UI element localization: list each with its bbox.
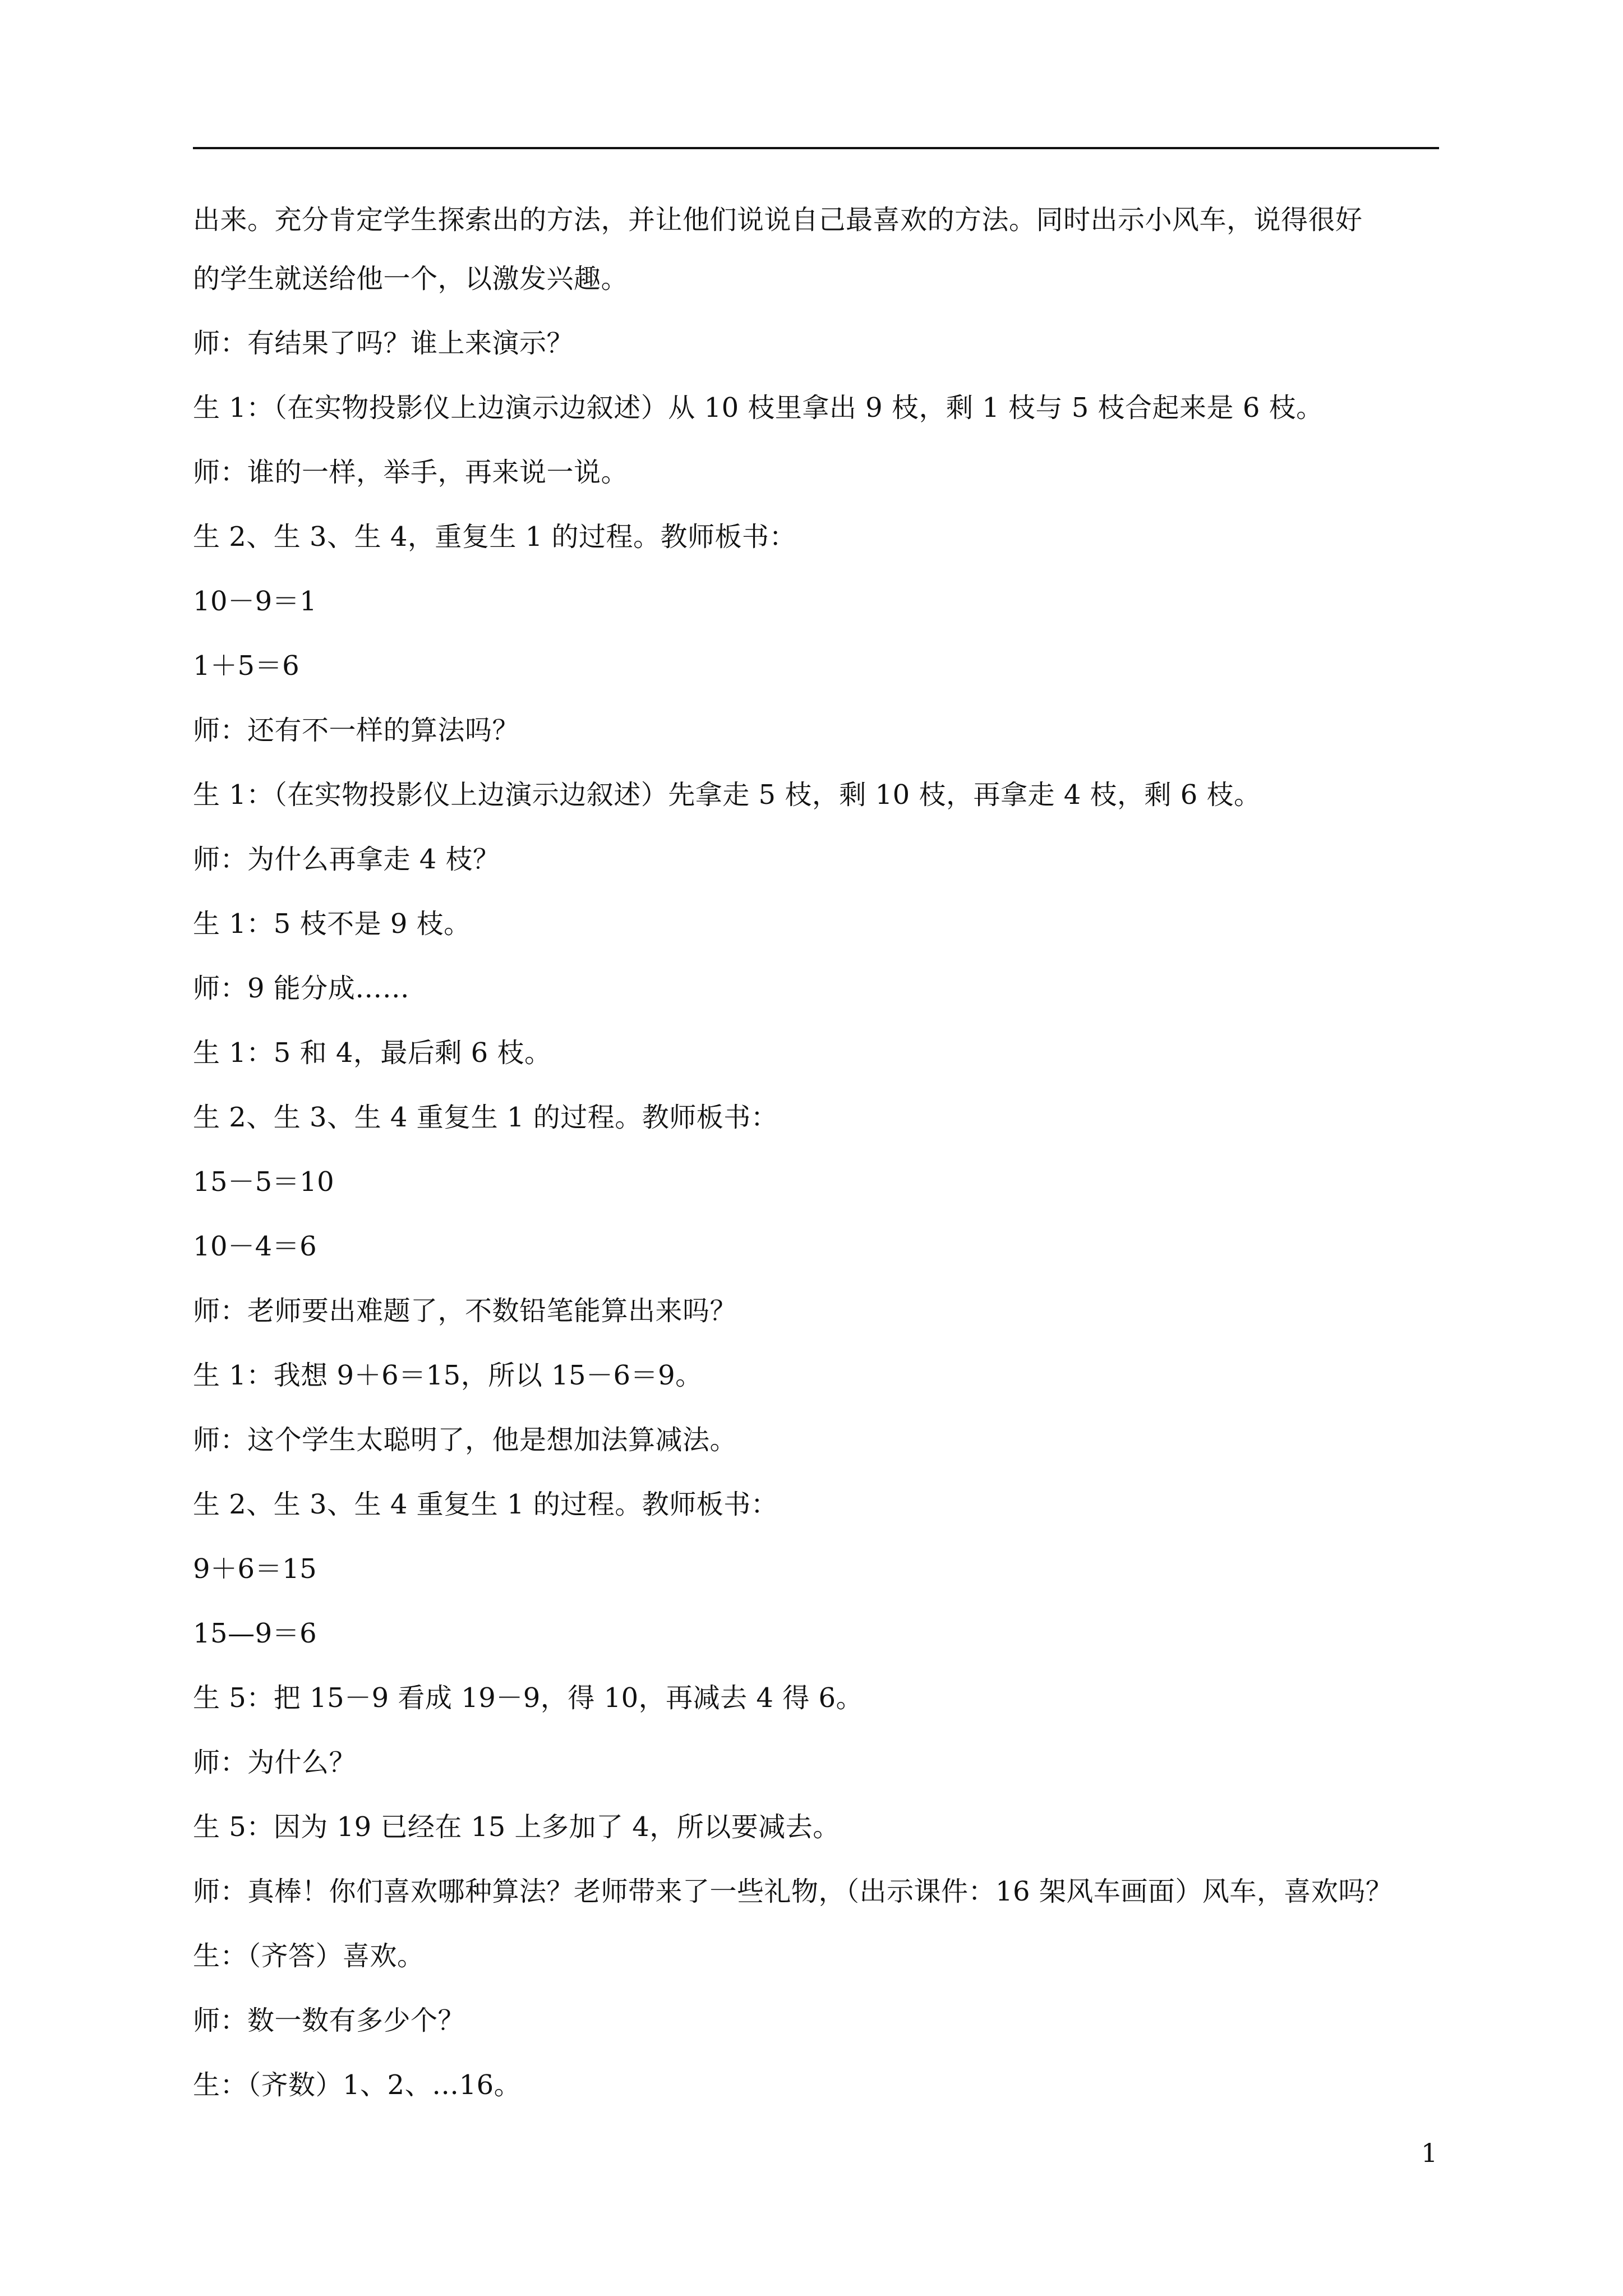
equation-line: 9＋6＝15 (193, 1553, 317, 1585)
dialogue-line: 师：9 能分成…… (193, 973, 410, 1004)
dialogue-line: 师：这个学生太聪明了，他是想加法算减法。 (193, 1424, 737, 1456)
dialogue-line: 生：（齐数）1、2、…16。 (193, 2069, 522, 2101)
paragraph-line: 的学生就送给他一个，以激发兴趣。 (193, 263, 629, 295)
equation-line: 15—9＝6 (193, 1618, 317, 1649)
dialogue-line: 师：真棒！你们喜欢哪种算法？老师带来了一些礼物，（出示课件：16 架风车画面）风车，喜欢吗？ (193, 1876, 1393, 1907)
header-rule (193, 147, 1439, 149)
dialogue-line: 生 5：把 15－9 看成 19－9，得 10，再减去 4 得 6。 (193, 1682, 863, 1714)
dialogue-line: 生 1：5 枝不是 9 枝。 (193, 908, 471, 940)
paragraph-line: 出来。充分肯定学生探索出的方法，并让他们说说自己最喜欢的方法。同时出示小风车，说得很好 (193, 204, 1363, 236)
dialogue-line: 生：（齐答）喜欢。 (193, 1940, 425, 1972)
dialogue-line: 师：为什么？ (193, 1747, 357, 1778)
equation-line: 10－4＝6 (193, 1231, 317, 1262)
dialogue-line: 师：老师要出难题了，不数铅笔能算出来吗？ (193, 1295, 737, 1327)
equation-line: 10－9＝1 (193, 586, 317, 617)
dialogue-line: 生 1：5 和 4，最后剩 6 枝。 (193, 1037, 552, 1069)
dialogue-line: 师：谁的一样，举手，再来说一说。 (193, 457, 629, 488)
dialogue-line: 生 5：因为 19 已经在 15 上多加了 4，所以要减去。 (193, 1811, 840, 1843)
dialogue-line: 师：有结果了吗？谁上来演示？ (193, 328, 574, 359)
dialogue-line: 生 1：我想 9＋6＝15，所以 15－6＝9。 (193, 1360, 703, 1391)
dialogue-line: 生 2、生 3、生 4，重复生 1 的过程。教师板书： (193, 521, 796, 553)
dialogue-line: 生 1：（在实物投影仪上边演示边叙述）先拿走 5 枝，剩 10 枝，再拿走 4 枝，剩 6 枝。 (193, 779, 1261, 811)
document-body (193, 202, 1444, 2132)
dialogue-line: 师：还有不一样的算法吗？ (193, 715, 520, 746)
dialogue-line: 师：数一数有多少个？ (193, 2005, 465, 2036)
equation-line: 1＋5＝6 (193, 650, 300, 682)
dialogue-line: 师：为什么再拿走 4 枝？ (193, 844, 500, 875)
dialogue-line: 生 1：（在实物投影仪上边演示边叙述）从 10 枝里拿出 9 枝，剩 1 枝与 5 枝合起来是 6 枝。 (193, 392, 1324, 424)
page-number: 1 (1421, 2138, 1438, 2168)
equation-line: 15－5＝10 (193, 1166, 335, 1198)
dialogue-line: 生 2、生 3、生 4 重复生 1 的过程。教师板书： (193, 1489, 778, 1520)
dialogue-line: 生 2、生 3、生 4 重复生 1 的过程。教师板书： (193, 1102, 778, 1133)
